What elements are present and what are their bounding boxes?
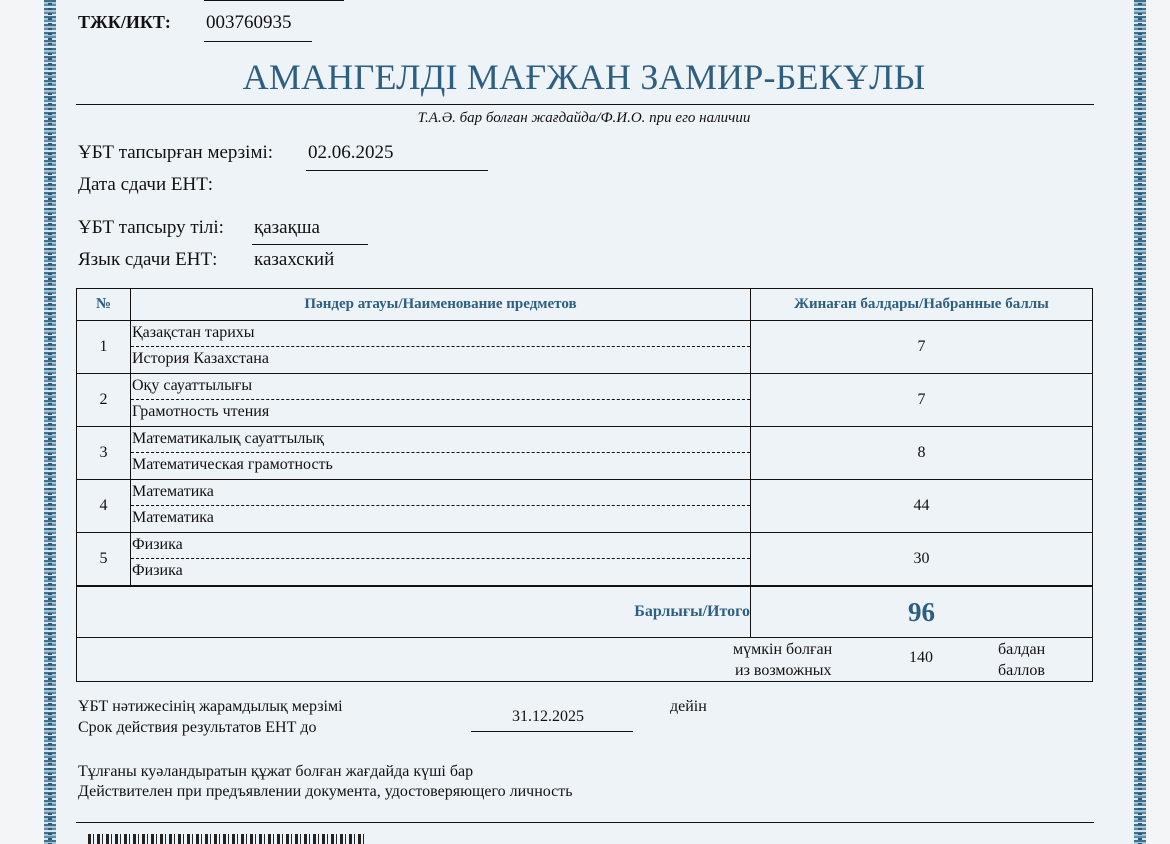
exam-language-underline xyxy=(252,244,368,245)
row-score: 30 xyxy=(751,533,1093,587)
table-row xyxy=(77,374,1093,427)
iin-label: ТЖК/ИКТ: xyxy=(78,12,171,32)
table-row xyxy=(77,427,1093,480)
max-score-row xyxy=(77,638,1093,682)
subject-name-kz: Математика xyxy=(131,480,750,506)
row-num: 1 xyxy=(77,321,131,374)
subject-name-kz: Қазақстан тарихы xyxy=(131,321,750,347)
row-subject xyxy=(131,427,751,480)
row-num: 5 xyxy=(77,533,131,587)
row-num: 4 xyxy=(77,480,131,533)
document-note-kz: Тұлғаны куәландыратын құжат болған жағдайда күші бар xyxy=(78,763,474,780)
page-margin-right xyxy=(1146,0,1170,844)
total-label: Барлығы/Итого xyxy=(77,586,751,638)
subject-name-ru: Математика xyxy=(132,509,214,526)
document-note-ru: Действителен при предъявлении документа, удостоверяющего личность xyxy=(78,783,573,800)
subject-name-kz: Математикалық сауаттылық xyxy=(131,427,750,453)
header-subject: Пәндер атауы/Наименование предметов xyxy=(131,289,751,321)
exam-date-label-ru: Дата сдачи ЕНТ: xyxy=(78,174,214,195)
subject-name-kz: Физика xyxy=(131,533,750,559)
exam-date-value: 02.06.2025 xyxy=(308,142,394,163)
exam-language-value-ru: казахский xyxy=(254,249,335,270)
subject-name-kz: Оқу сауаттылығы xyxy=(131,374,750,400)
row-num: 3 xyxy=(77,427,131,480)
table-header-row xyxy=(77,289,1093,321)
row-subject xyxy=(131,321,751,374)
full-name: АМАНГЕЛДІ МАҒЖАН ЗАМИР-БЕКҰЛЫ xyxy=(242,57,926,97)
row-subject xyxy=(131,533,751,587)
name-caption: Т.А.Ә. бар болған жағдайда/Ф.И.О. при его наличии xyxy=(417,110,751,126)
name-underline xyxy=(76,104,1094,105)
max-unit-ru: баллов xyxy=(998,662,1045,679)
row-score: 8 xyxy=(751,427,1093,480)
row-score: 44 xyxy=(751,480,1093,533)
max-score-cell xyxy=(77,638,1093,682)
total-row xyxy=(77,586,1093,638)
subject-name-ru: Физика xyxy=(132,562,183,579)
bottom-divider xyxy=(76,822,1094,823)
iin-value: 003760935 xyxy=(206,12,292,33)
validity-label-kz: ҰБТ нәтижесінің жарамдылық мерзімі xyxy=(78,698,343,715)
qr-code-strip xyxy=(88,834,364,844)
iin-underline xyxy=(204,41,312,42)
validity-underline xyxy=(471,731,633,732)
subject-name-ru: Математическая грамотность xyxy=(132,456,333,473)
page-margin-left xyxy=(0,0,44,844)
total-value: 96 xyxy=(751,586,1093,638)
row-subject xyxy=(131,480,751,533)
validity-label-ru: Срок действия результатов ЕНТ до xyxy=(78,719,317,736)
header-score: Жинаған балдары/Набранные баллы xyxy=(751,289,1093,321)
table-row xyxy=(77,480,1093,533)
validity-date: 31.12.2025 xyxy=(512,708,584,725)
max-unit-kz: балдан xyxy=(998,641,1046,658)
decorative-border-left xyxy=(44,0,56,844)
top-field-line xyxy=(204,0,344,1)
max-score-value: 140 xyxy=(909,649,933,666)
table-row xyxy=(77,321,1093,374)
row-subject xyxy=(131,374,751,427)
subject-name-ru: Грамотность чтения xyxy=(132,403,270,420)
max-label-kz: мүмкін болған xyxy=(733,641,833,658)
max-label-ru: из возможных xyxy=(735,662,832,679)
exam-date-underline xyxy=(306,170,488,171)
header-num: № xyxy=(77,289,131,321)
decorative-border-right xyxy=(1134,0,1146,844)
exam-date-label-kz: ҰБТ тапсырған мерзімі: xyxy=(78,142,274,163)
exam-language-value-kz: қазақша xyxy=(254,217,320,238)
row-score: 7 xyxy=(751,374,1093,427)
scores-table xyxy=(76,288,1093,682)
exam-language-label-ru: Язык сдачи ЕНТ: xyxy=(78,249,218,270)
validity-until-kz: дейін xyxy=(670,698,707,715)
table-row xyxy=(77,533,1093,587)
exam-language-label-kz: ҰБТ тапсыру тілі: xyxy=(78,217,224,238)
row-score: 7 xyxy=(751,321,1093,374)
subject-name-ru: История Казахстана xyxy=(132,350,269,367)
row-num: 2 xyxy=(77,374,131,427)
